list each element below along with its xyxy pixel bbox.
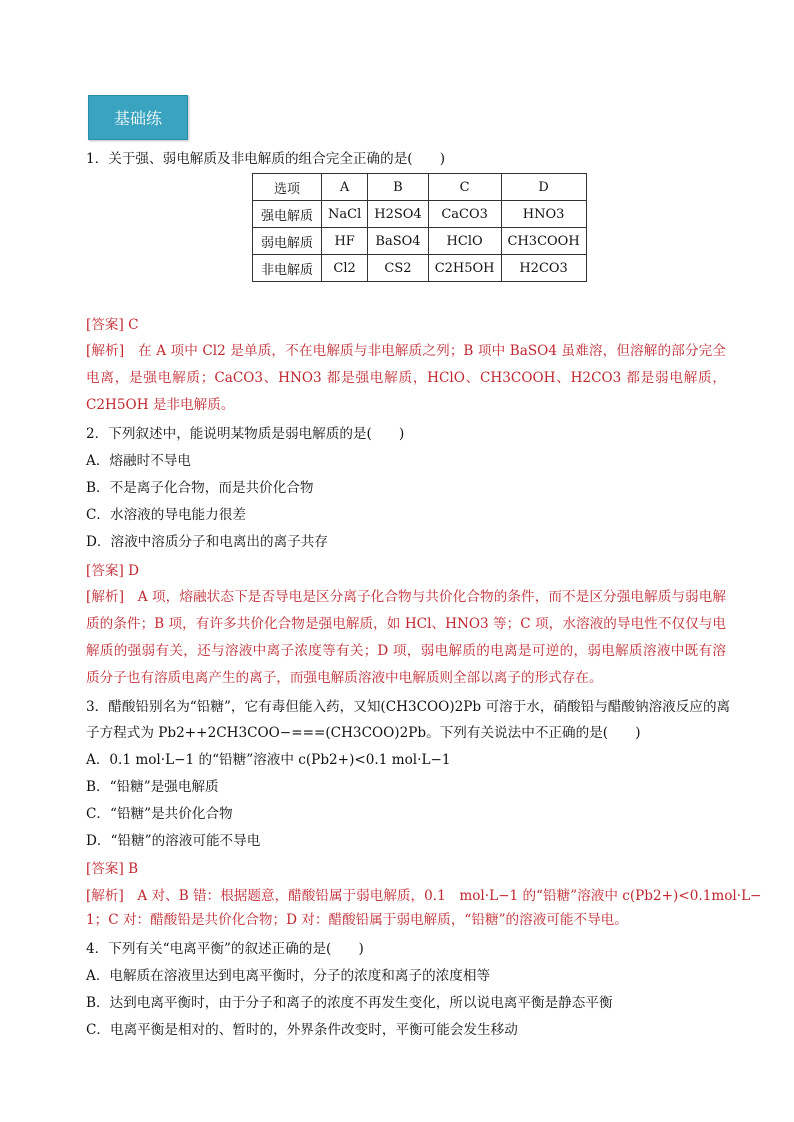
table-cell: CS2 [368, 255, 428, 282]
q3-option-d: D．“铅糖”的溶液可能不导电 [86, 833, 261, 849]
q4-option-b: B．达到电离平衡时，由于分子和离子的浓度不再发生变化，所以说电离平衡是静态平衡 [86, 995, 613, 1011]
q1-stem: 1．关于强、弱电解质及非电解质的组合完全正确的是( ) [86, 151, 446, 167]
table-cell: 选项 [253, 174, 322, 201]
q1-options-table [252, 173, 587, 282]
table-cell: C [428, 174, 501, 201]
table-cell: H2SO4 [368, 201, 428, 228]
table-cell: BaSO4 [368, 228, 428, 255]
q4-option-a: A．电解质在溶液里达到电离平衡时，分子的浓度和离子的浓度相等 [86, 968, 491, 984]
table-cell: C2H5OH [428, 255, 501, 282]
q3-stem-line1: 3．醋酸铅别名为“铅糖”，它有毒但能入药，又知(CH3COO)2Pb 可溶于水，硝酸铅与醋酸钠溶液反应的离 [86, 699, 731, 715]
table-row [253, 201, 587, 228]
q2-option-d: D．溶液中溶质分子和电离出的离子共存 [86, 534, 328, 550]
q2-answer: [答案] D [86, 563, 140, 579]
table-cell: Cl2 [322, 255, 368, 282]
q1-answer: [答案] C [86, 317, 139, 333]
q1-analysis: [解析] 在 A 项中 Cl2 是单质，不在电解质与非电解质之列；B 项中 BaSO4 虽难溶，但溶解的部分完全电离，是强电解质；CaCO3、HNO3 都是强电解质，HClO、CH3COOH、H2CO3 都是弱电解质，C2H5OH 是非电解质。 [86, 343, 726, 413]
q3-option-c: C．“铅糖”是共价化合物 [86, 806, 233, 822]
table-cell: HF [322, 228, 368, 255]
q2-option-c: C．水溶液的导电能力很差 [86, 507, 246, 523]
table-cell: 强电解质 [253, 201, 322, 228]
table-cell: HNO3 [501, 201, 586, 228]
table-cell: D [501, 174, 586, 201]
q2-option-a: A．熔融时不导电 [86, 453, 191, 469]
q3-analysis-line1: [解析] A 对、B 错：根据题意，醋酸铅属于弱电解质，0.1 mol·L−1 的“铅糖”溶液中 c(Pb2+)<0.1mol·L− [86, 888, 762, 904]
table-cell: A [322, 174, 368, 201]
section-badge: 基础练 [88, 95, 188, 140]
table-header-row [253, 174, 587, 201]
q3-stem-line2: 子方程式为 Pb2++2CH3COO−===(CH3COO)2Pb。下列有关说法中不正确的是( ) [86, 725, 641, 741]
table-cell: B [368, 174, 428, 201]
q4-stem: 4．下列有关“电离平衡”的叙述正确的是( ) [86, 941, 364, 957]
table-row [253, 255, 587, 282]
q2-option-b: B．不是离子化合物，而是共价化合物 [86, 480, 314, 496]
q3-answer: [答案] B [86, 861, 139, 877]
table-row [253, 228, 587, 255]
table-cell: 非电解质 [253, 255, 322, 282]
q3-option-a: A．0.1 mol·L−1 的“铅糖”溶液中 c(Pb2+)<0.1 mol·L−1 [86, 752, 451, 768]
table-cell: H2CO3 [501, 255, 586, 282]
table-cell: CH3COOH [501, 228, 586, 255]
q3-analysis-line2: 1；C 对：醋酸铅是共价化合物；D 对：醋酸铅属于弱电解质，“铅糖”的溶液可能不导电。 [86, 912, 628, 928]
table-cell: NaCl [322, 201, 368, 228]
q4-option-c: C．电离平衡是相对的、暂时的，外界条件改变时，平衡可能会发生移动 [86, 1022, 518, 1038]
q3-option-b: B．“铅糖”是强电解质 [86, 779, 219, 795]
table-cell: HClO [428, 228, 501, 255]
q2-analysis: [解析] A 项，熔融状态下是否导电是区分离子化合物与共价化合物的条件，而不是区分强电解质与弱电解质的条件；B 项，有许多共价化合物是强电解质，如 HCl、HNO3 等；C 项，水溶液的导电性不仅仅与电解质的强弱有关，还与溶液中离子浓度等有关；D 项，弱电解质的电离是可逆的，弱电解质溶液中既有溶质分子也有溶质电离产生的离子，而强电解质溶液中电解质则全部以离子的形式存在。 [86, 589, 726, 686]
q2-stem: 2．下列叙述中，能说明某物质是弱电解质的是( ) [86, 426, 405, 442]
table-cell: 弱电解质 [253, 228, 322, 255]
table-cell: CaCO3 [428, 201, 501, 228]
